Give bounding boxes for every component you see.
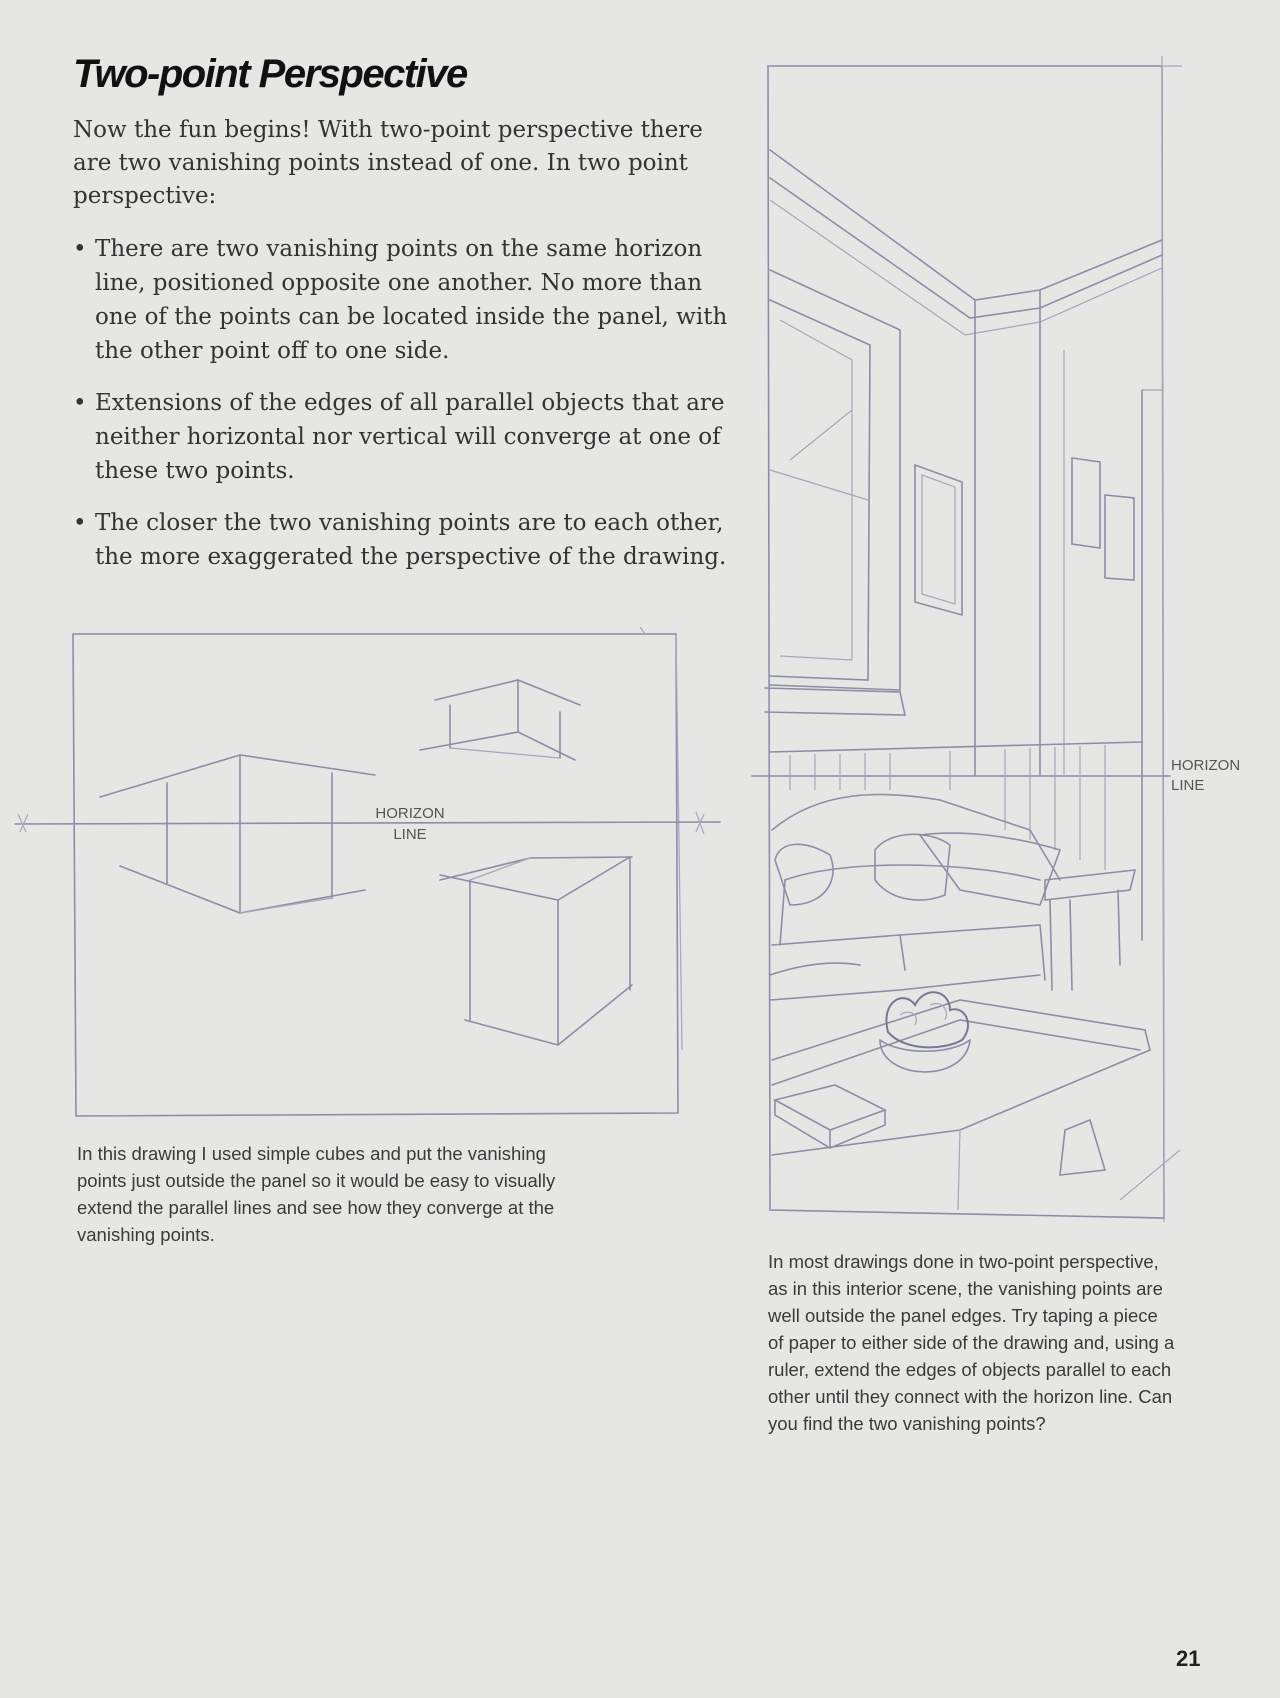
page-title: Two-point Perspective: [73, 52, 467, 96]
horizon-label-line2: LINE: [1171, 777, 1205, 794]
horizon-label-line1: HORIZON: [375, 805, 445, 822]
intro-paragraph: Now the fun begins! With two-point perspective there are two vanishing points instead of one. In two point perspective:: [73, 117, 703, 209]
page-number: 21: [1176, 1646, 1201, 1671]
left-figure-caption: In this drawing I used simple cubes and put the vanishing points just outside the panel so it would be easy to visually extend the parallel lines and see how they converge at the vanishing points.: [77, 1143, 556, 1245]
horizon-label-line1: HORIZON: [1171, 757, 1241, 774]
bullet-text: The closer the two vanishing points are to each other, the more exaggerated the perspective of the drawing.: [95, 510, 727, 570]
bullet-icon: •: [73, 510, 87, 536]
interior-scene-drawing: [0, 50, 1280, 1230]
bullet-icon: •: [73, 390, 87, 416]
bullet-text: There are two vanishing points on the same horizon line, positioned opposite one another. No more than one of the points can be located inside the panel, with the other point off to one side.: [95, 236, 728, 364]
bullet-text: Extensions of the edges of all parallel objects that are neither horizontal nor vertical will converge at one of these two points.: [95, 390, 725, 484]
bullet-icon: •: [73, 236, 87, 262]
horizon-label-line2: LINE: [393, 826, 427, 843]
right-figure-caption: In most drawings done in two-point perspective, as in this interior scene, the vanishing points are well outside the panel edges. Try taping a piece of paper to either side of the drawing and, using a ruler, extend the edges of objects parallel to each other until they connect with the horizon line. Can you find the two vanishing points?: [768, 1251, 1175, 1434]
